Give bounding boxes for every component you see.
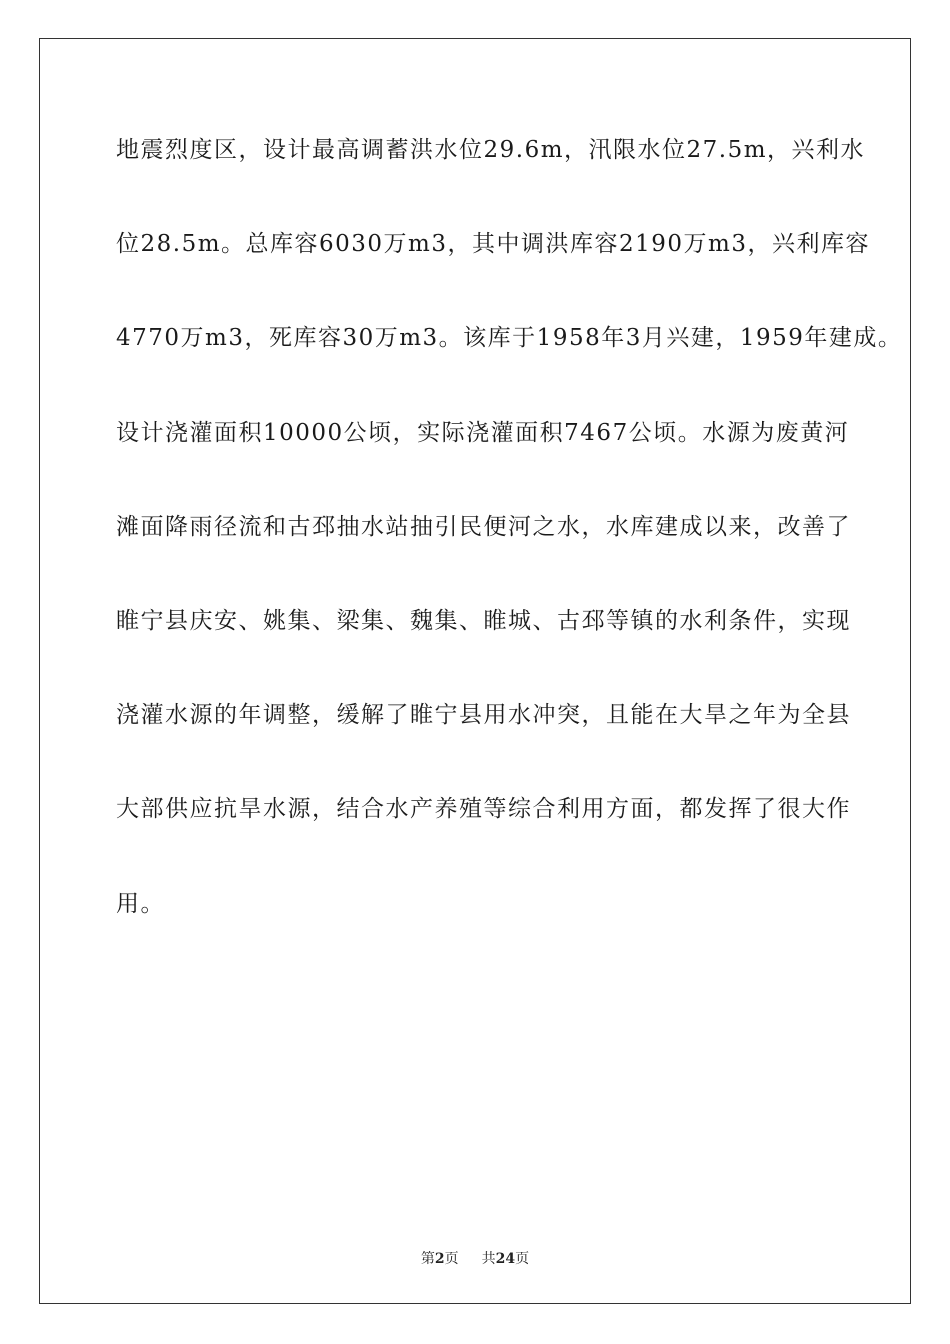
page-prefix: 第 <box>420 1251 435 1267</box>
total-prefix: 共 <box>481 1251 496 1267</box>
text-line-7: 浇灌水源的年调整，缓解了睢宁县用水冲突，且能在大旱之年为全县 <box>116 702 851 729</box>
text-line-5: 滩面降雨径流和古邳抽水站抽引民便河之水，水库建成以来，改善了 <box>116 513 851 540</box>
total-pages: 24 <box>495 1251 516 1267</box>
text-line-6: 睢宁县庆安、姚集、梁集、魏集、睢城、古邳等镇的水利条件，实现 <box>116 607 851 634</box>
page-suffix: 页 <box>444 1251 459 1267</box>
page-footer <box>0 1248 950 1268</box>
text-line-4: 设计浇灌面积10000公顷，实际浇灌面积7467公顷。水源为废黄河 <box>116 419 850 446</box>
page-number: 2 <box>434 1251 445 1267</box>
text-line-9: 用。 <box>116 890 165 917</box>
text-line-8: 大部供应抗旱水源，结合水产养殖等综合利用方面，都发挥了很大作 <box>116 796 851 823</box>
total-suffix: 页 <box>515 1251 530 1267</box>
text-line-2: 位28.5m。总库容6030万m3，其中调洪库容2190万m3，兴利库容 <box>116 231 870 258</box>
document-body <box>116 128 903 976</box>
text-line-3: 4770万m3，死库容30万m3。该库于1958年3月兴建，1959年建成。 <box>116 325 903 352</box>
text-line-1: 地震烈度区，设计最高调蓄洪水位29.6m，汛限水位27.5m，兴利水 <box>116 137 866 163</box>
